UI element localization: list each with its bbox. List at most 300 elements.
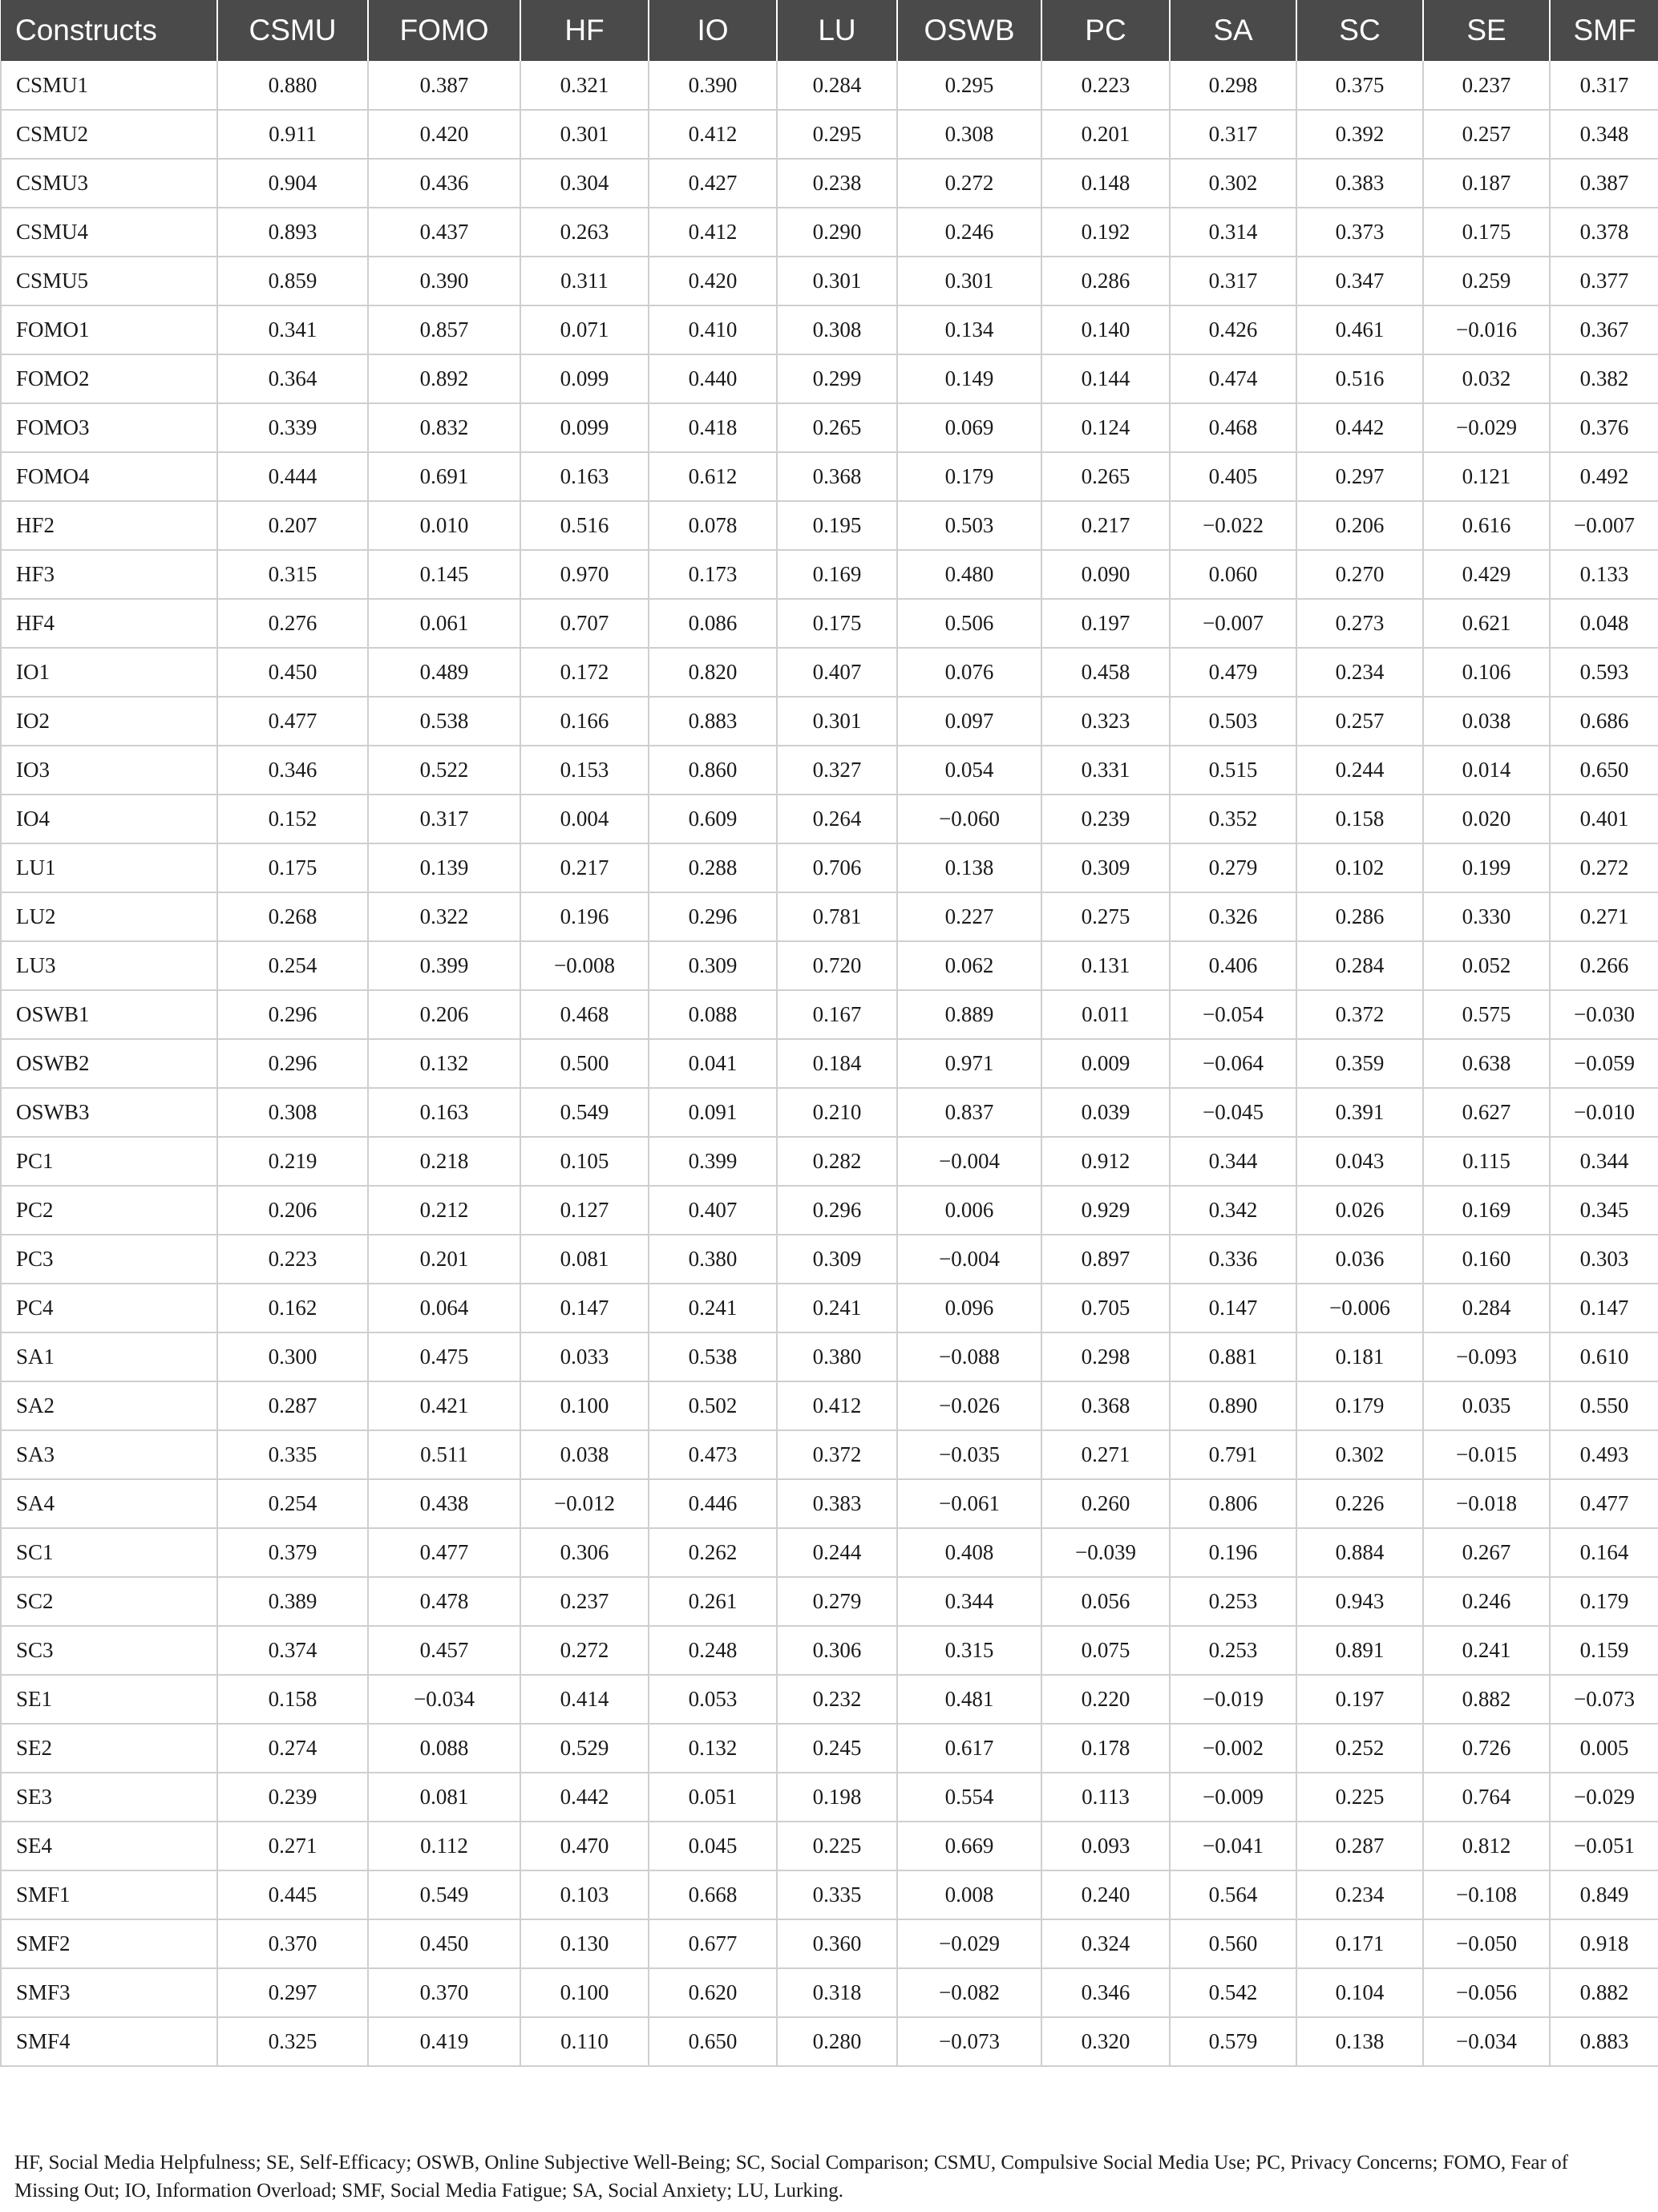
table-cell: 0.473 [649, 1430, 777, 1479]
table-cell: 0.071 [520, 305, 649, 354]
table-cell: 0.380 [777, 1332, 897, 1381]
row-label: SE4 [1, 1822, 217, 1870]
table-cell: 0.038 [520, 1430, 649, 1479]
table-cell: 0.502 [649, 1381, 777, 1430]
header-sa: SA [1170, 0, 1296, 61]
table-cell: 0.764 [1423, 1773, 1550, 1822]
table-cell: 0.436 [368, 159, 520, 208]
table-cell: 0.175 [217, 843, 368, 892]
table-cell: 0.260 [1041, 1479, 1170, 1528]
table-row [1, 1332, 1658, 1381]
table-cell: 0.130 [520, 1919, 649, 1968]
table-row [1, 257, 1658, 305]
table-cell: 0.148 [1041, 159, 1170, 208]
table-cell: 0.500 [520, 1039, 649, 1088]
table-cell: 0.270 [1296, 550, 1423, 599]
table-cell: 0.382 [1550, 354, 1658, 403]
table-cell: 0.167 [777, 990, 897, 1039]
table-cell: 0.390 [649, 61, 777, 110]
table-cell: 0.554 [897, 1773, 1041, 1822]
table-cell: 0.677 [649, 1919, 777, 1968]
table-cell: −0.006 [1296, 1284, 1423, 1332]
table-cell: 0.314 [1170, 208, 1296, 257]
table-cell: 0.239 [217, 1773, 368, 1822]
table-cell: 0.474 [1170, 354, 1296, 403]
table-cell: 0.346 [1041, 1968, 1170, 2017]
header-oswb: OSWB [897, 0, 1041, 61]
table-row [1, 892, 1658, 941]
table-cell: 0.883 [649, 697, 777, 746]
table-cell: 0.241 [777, 1284, 897, 1332]
row-label: SA1 [1, 1332, 217, 1381]
table-cell: 0.306 [777, 1626, 897, 1675]
table-cell: 0.820 [649, 648, 777, 697]
table-cell: 0.883 [1550, 2017, 1658, 2066]
table-cell: 0.062 [897, 941, 1041, 990]
table-row [1, 1088, 1658, 1137]
table-row [1, 1235, 1658, 1284]
table-cell: 0.370 [368, 1968, 520, 2017]
table-cell: 0.892 [368, 354, 520, 403]
table-cell: 0.033 [520, 1332, 649, 1381]
table-cell: 0.336 [1170, 1235, 1296, 1284]
table-cell: 0.234 [1296, 1870, 1423, 1919]
row-label: CSMU3 [1, 159, 217, 208]
table-cell: 0.048 [1550, 599, 1658, 648]
table-cell: 0.387 [368, 61, 520, 110]
table-cell: 0.352 [1170, 795, 1296, 843]
table-row [1, 697, 1658, 746]
table-row [1, 1626, 1658, 1675]
table-cell: 0.503 [897, 501, 1041, 550]
table-cell: 0.078 [649, 501, 777, 550]
table-cell: 0.522 [368, 746, 520, 795]
table-cell: 0.206 [368, 990, 520, 1039]
table-cell: 0.132 [368, 1039, 520, 1088]
table-cell: 0.324 [1041, 1919, 1170, 1968]
table-cell: 0.427 [649, 159, 777, 208]
table-row [1, 1186, 1658, 1235]
table-cell: 0.638 [1423, 1039, 1550, 1088]
table-cell: 0.616 [1423, 501, 1550, 550]
table-cell: 0.515 [1170, 746, 1296, 795]
table-cell: −0.088 [897, 1332, 1041, 1381]
table-cell: 0.882 [1550, 1968, 1658, 2017]
table-cell: 0.279 [777, 1577, 897, 1626]
table-cell: 0.054 [897, 746, 1041, 795]
table-cell: 0.444 [217, 452, 368, 501]
table-cell: 0.326 [1170, 892, 1296, 941]
header-hf: HF [520, 0, 649, 61]
table-cell: 0.929 [1041, 1186, 1170, 1235]
table-cell: 0.860 [649, 746, 777, 795]
table-cell: 0.506 [897, 599, 1041, 648]
row-label: SMF4 [1, 2017, 217, 2066]
table-cell: 0.010 [368, 501, 520, 550]
table-cell: 0.301 [777, 257, 897, 305]
table-cell: 0.164 [1550, 1528, 1658, 1577]
row-label: SA4 [1, 1479, 217, 1528]
table-cell: 0.169 [777, 550, 897, 599]
table-cell: −0.108 [1423, 1870, 1550, 1919]
table-cell: 0.008 [897, 1870, 1041, 1919]
table-cell: 0.791 [1170, 1430, 1296, 1479]
table-row [1, 1039, 1658, 1088]
table-cell: 0.686 [1550, 697, 1658, 746]
table-cell: 0.882 [1423, 1675, 1550, 1724]
table-cell: 0.470 [520, 1822, 649, 1870]
table-cell: 0.911 [217, 110, 368, 159]
table-cell: 0.096 [897, 1284, 1041, 1332]
table-cell: 0.301 [897, 257, 1041, 305]
table-row [1, 2017, 1658, 2066]
table-cell: 0.104 [1296, 1968, 1423, 2017]
table-cell: −0.007 [1550, 501, 1658, 550]
table-cell: 0.127 [520, 1186, 649, 1235]
table-cell: 0.192 [1041, 208, 1170, 257]
table-cell: 0.273 [1296, 599, 1423, 648]
table-cell: −0.045 [1170, 1088, 1296, 1137]
row-label: PC1 [1, 1137, 217, 1186]
table-cell: 0.036 [1296, 1235, 1423, 1284]
table-cell: 0.726 [1423, 1724, 1550, 1773]
table-cell: 0.492 [1550, 452, 1658, 501]
table-row [1, 1773, 1658, 1822]
table-cell: 0.849 [1550, 1870, 1658, 1919]
table-cell: 0.367 [1550, 305, 1658, 354]
header-pc: PC [1041, 0, 1170, 61]
table-cell: 0.245 [777, 1724, 897, 1773]
table-cell: −0.064 [1170, 1039, 1296, 1088]
table-cell: 0.295 [897, 61, 1041, 110]
table-row [1, 110, 1658, 159]
table-cell: 0.457 [368, 1626, 520, 1675]
table-cell: 0.133 [1550, 550, 1658, 599]
table-cell: 0.421 [368, 1381, 520, 1430]
table-cell: 0.112 [368, 1822, 520, 1870]
table-cell: 0.106 [1423, 648, 1550, 697]
table-row [1, 1284, 1658, 1332]
table-cell: 0.399 [368, 941, 520, 990]
table-cell: 0.296 [777, 1186, 897, 1235]
table-cell: 0.309 [649, 941, 777, 990]
table-cell: 0.480 [897, 550, 1041, 599]
table-cell: 0.238 [777, 159, 897, 208]
table-cell: −0.012 [520, 1479, 649, 1528]
table-cell: 0.303 [1550, 1235, 1658, 1284]
table-row [1, 501, 1658, 550]
table-cell: 0.418 [649, 403, 777, 452]
header-csmu: CSMU [217, 0, 368, 61]
table-cell: 0.217 [1041, 501, 1170, 550]
table-cell: 0.405 [1170, 452, 1296, 501]
table-row [1, 1430, 1658, 1479]
table-cell: 0.378 [1550, 208, 1658, 257]
table-row [1, 746, 1658, 795]
table-cell: 0.284 [1423, 1284, 1550, 1332]
row-label: CSMU1 [1, 61, 217, 110]
table-cell: 0.368 [777, 452, 897, 501]
table-cell: 0.450 [368, 1919, 520, 1968]
table-cell: 0.609 [649, 795, 777, 843]
table-cell: 0.387 [1550, 159, 1658, 208]
table-cell: 0.317 [368, 795, 520, 843]
table-cell: 0.009 [1041, 1039, 1170, 1088]
table-cell: 0.223 [1041, 61, 1170, 110]
table-cell: −0.059 [1550, 1039, 1658, 1088]
row-label: SC3 [1, 1626, 217, 1675]
table-cell: 0.020 [1423, 795, 1550, 843]
table-cell: 0.627 [1423, 1088, 1550, 1137]
table-row [1, 452, 1658, 501]
table-cell: 0.297 [217, 1968, 368, 2017]
table-cell: 0.210 [777, 1088, 897, 1137]
table-cell: −0.050 [1423, 1919, 1550, 1968]
table-cell: 0.175 [777, 599, 897, 648]
table-cell: 0.201 [1041, 110, 1170, 159]
table-cell: 0.149 [897, 354, 1041, 403]
table-cell: 0.124 [1041, 403, 1170, 452]
table-cell: 0.179 [1296, 1381, 1423, 1430]
row-label: SA3 [1, 1430, 217, 1479]
table-cell: 0.244 [1296, 746, 1423, 795]
table-cell: 0.201 [368, 1235, 520, 1284]
table-cell: 0.477 [368, 1528, 520, 1577]
table-cell: 0.781 [777, 892, 897, 941]
table-cell: 0.286 [1041, 257, 1170, 305]
table-cell: 0.391 [1296, 1088, 1423, 1137]
table-body [1, 61, 1658, 2066]
table-row [1, 550, 1658, 599]
table-cell: 0.225 [1296, 1773, 1423, 1822]
table-cell: −0.039 [1041, 1528, 1170, 1577]
table-cell: 0.075 [1041, 1626, 1170, 1675]
table-cell: 0.175 [1423, 208, 1550, 257]
table-cell: 0.301 [520, 110, 649, 159]
table-row [1, 208, 1658, 257]
row-label: CSMU4 [1, 208, 217, 257]
table-cell: 0.288 [649, 843, 777, 892]
table-cell: 0.274 [217, 1724, 368, 1773]
table-cell: 0.380 [649, 1235, 777, 1284]
table-cell: 0.254 [217, 1479, 368, 1528]
table-cell: 0.266 [1550, 941, 1658, 990]
table-cell: 0.344 [1170, 1137, 1296, 1186]
table-cell: 0.364 [217, 354, 368, 403]
table-cell: 0.579 [1170, 2017, 1296, 2066]
table-cell: 0.166 [520, 697, 649, 746]
table-cell: 0.088 [649, 990, 777, 1039]
table-row [1, 1919, 1658, 1968]
table-cell: 0.620 [649, 1968, 777, 2017]
table-cell: 0.043 [1296, 1137, 1423, 1186]
table-cell: 0.542 [1170, 1968, 1296, 2017]
table-cell: −0.030 [1550, 990, 1658, 1039]
table-cell: 0.412 [777, 1381, 897, 1430]
table-row [1, 403, 1658, 452]
table-cell: −0.034 [368, 1675, 520, 1724]
table-cell: −0.019 [1170, 1675, 1296, 1724]
table-cell: 0.004 [520, 795, 649, 843]
table-cell: 0.414 [520, 1675, 649, 1724]
table-cell: −0.018 [1423, 1479, 1550, 1528]
table-cell: 0.330 [1423, 892, 1550, 941]
table-cell: 0.178 [1041, 1724, 1170, 1773]
table-cell: 0.429 [1423, 550, 1550, 599]
table-cell: 0.198 [777, 1773, 897, 1822]
row-label: PC4 [1, 1284, 217, 1332]
table-cell: 0.308 [217, 1088, 368, 1137]
table-footnote: HF, Social Media Helpfulness; SE, Self-Efficacy; OSWB, Online Subjective Well-Being; SC, Social Comparison; CSMU, Compulsive Social Media Use; PC, Privacy Concerns; FOMO, Fear of Missing Out; IO, Information Overload; SMF, Social Media Fatigue; SA, Social Anxiety; LU, Lurking. [14, 2152, 1568, 2202]
header-lu: LU [777, 0, 897, 61]
table-cell: −0.004 [897, 1235, 1041, 1284]
table-cell: 0.195 [777, 501, 897, 550]
table-cell: 0.132 [649, 1724, 777, 1773]
table-cell: 0.026 [1296, 1186, 1423, 1235]
table-cell: 0.298 [1170, 61, 1296, 110]
table-cell: 0.375 [1296, 61, 1423, 110]
table-cell: 0.511 [368, 1430, 520, 1479]
table-cell: 0.389 [217, 1577, 368, 1626]
table-cell: 0.317 [1550, 61, 1658, 110]
table-cell: −0.029 [1550, 1773, 1658, 1822]
table-cell: 0.304 [520, 159, 649, 208]
table-cell: 0.197 [1296, 1675, 1423, 1724]
table-cell: 0.097 [897, 697, 1041, 746]
table-cell: 0.890 [1170, 1381, 1296, 1430]
row-label: LU1 [1, 843, 217, 892]
table-cell: 0.650 [649, 2017, 777, 2066]
table-cell: 0.131 [1041, 941, 1170, 990]
table-cell: 0.575 [1423, 990, 1550, 1039]
row-label: IO1 [1, 648, 217, 697]
table-cell: 0.478 [368, 1577, 520, 1626]
table-cell: 0.171 [1296, 1919, 1423, 1968]
table-cell: 0.076 [897, 648, 1041, 697]
header-se: SE [1423, 0, 1550, 61]
table-cell: 0.045 [649, 1822, 777, 1870]
table-cell: 0.406 [1170, 941, 1296, 990]
table-cell: 0.105 [520, 1137, 649, 1186]
table-cell: −0.004 [897, 1137, 1041, 1186]
table-header [1, 0, 1658, 61]
row-label: SMF2 [1, 1919, 217, 1968]
table-cell: 0.458 [1041, 648, 1170, 697]
table-cell: 0.271 [217, 1822, 368, 1870]
table-cell: 0.179 [897, 452, 1041, 501]
table-cell: 0.237 [1423, 61, 1550, 110]
table-cell: 0.309 [1041, 843, 1170, 892]
table-cell: 0.153 [520, 746, 649, 795]
table-cell: 0.181 [1296, 1332, 1423, 1381]
table-cell: 0.348 [1550, 110, 1658, 159]
row-label: FOMO1 [1, 305, 217, 354]
table-cell: 0.308 [897, 110, 1041, 159]
table-cell: 0.121 [1423, 452, 1550, 501]
table-cell: 0.115 [1423, 1137, 1550, 1186]
table-cell: 0.705 [1041, 1284, 1170, 1332]
table-cell: 0.372 [777, 1430, 897, 1479]
table-cell: 0.438 [368, 1479, 520, 1528]
table-row [1, 1381, 1658, 1430]
table-cell: 0.837 [897, 1088, 1041, 1137]
header-sc: SC [1296, 0, 1423, 61]
header-io: IO [649, 0, 777, 61]
table-cell: 0.264 [777, 795, 897, 843]
table-cell: 0.321 [520, 61, 649, 110]
table-cell: 0.253 [1170, 1577, 1296, 1626]
table-cell: 0.261 [649, 1577, 777, 1626]
table-cell: 0.812 [1423, 1822, 1550, 1870]
table-cell: 0.399 [649, 1137, 777, 1186]
table-cell: 0.140 [1041, 305, 1170, 354]
table-cell: 0.254 [217, 941, 368, 990]
table-cell: 0.489 [368, 648, 520, 697]
table-cell: 0.296 [649, 892, 777, 941]
table-cell: 0.039 [1041, 1088, 1170, 1137]
table-cell: 0.503 [1170, 697, 1296, 746]
table-cell: −0.007 [1170, 599, 1296, 648]
table-cell: 0.257 [1423, 110, 1550, 159]
table-cell: 0.287 [217, 1381, 368, 1430]
table-cell: 0.206 [217, 1186, 368, 1235]
table-cell: −0.029 [897, 1919, 1041, 1968]
table-cell: 0.884 [1296, 1528, 1423, 1577]
table-cell: 0.014 [1423, 746, 1550, 795]
table-cell: 0.207 [217, 501, 368, 550]
table-cell: 0.339 [217, 403, 368, 452]
table-cell: 0.091 [649, 1088, 777, 1137]
table-cell: 0.035 [1423, 1381, 1550, 1430]
table-cell: 0.538 [649, 1332, 777, 1381]
table-cell: 0.225 [777, 1822, 897, 1870]
table-cell: 0.234 [1296, 648, 1423, 697]
table-row [1, 1724, 1658, 1773]
table-cell: 0.163 [368, 1088, 520, 1137]
table-cell: 0.295 [777, 110, 897, 159]
table-cell: 0.088 [368, 1724, 520, 1773]
table-cell: 0.516 [520, 501, 649, 550]
table-cell: 0.440 [649, 354, 777, 403]
table-cell: 0.100 [520, 1381, 649, 1430]
table-row [1, 159, 1658, 208]
table-cell: 0.099 [520, 403, 649, 452]
table-cell: 0.241 [1423, 1626, 1550, 1675]
table-cell: 0.051 [649, 1773, 777, 1822]
table-cell: 0.311 [520, 257, 649, 305]
table-cell: 0.971 [897, 1039, 1041, 1088]
table-cell: 0.110 [520, 2017, 649, 2066]
row-label: OSWB1 [1, 990, 217, 1039]
table-cell: 0.284 [777, 61, 897, 110]
table-row [1, 1577, 1658, 1626]
table-cell: 0.383 [1296, 159, 1423, 208]
table-row [1, 990, 1658, 1039]
table-cell: 0.493 [1550, 1430, 1658, 1479]
table-cell: 0.970 [520, 550, 649, 599]
table-cell: 0.832 [368, 403, 520, 452]
table-cell: 0.184 [777, 1039, 897, 1088]
table-row [1, 354, 1658, 403]
table-cell: 0.468 [1170, 403, 1296, 452]
table-cell: 0.300 [217, 1332, 368, 1381]
table-cell: 0.691 [368, 452, 520, 501]
table-cell: −0.041 [1170, 1822, 1296, 1870]
table-cell: 0.223 [217, 1235, 368, 1284]
table-cell: 0.052 [1423, 941, 1550, 990]
table-cell: 0.335 [217, 1430, 368, 1479]
table-cell: 0.086 [649, 599, 777, 648]
